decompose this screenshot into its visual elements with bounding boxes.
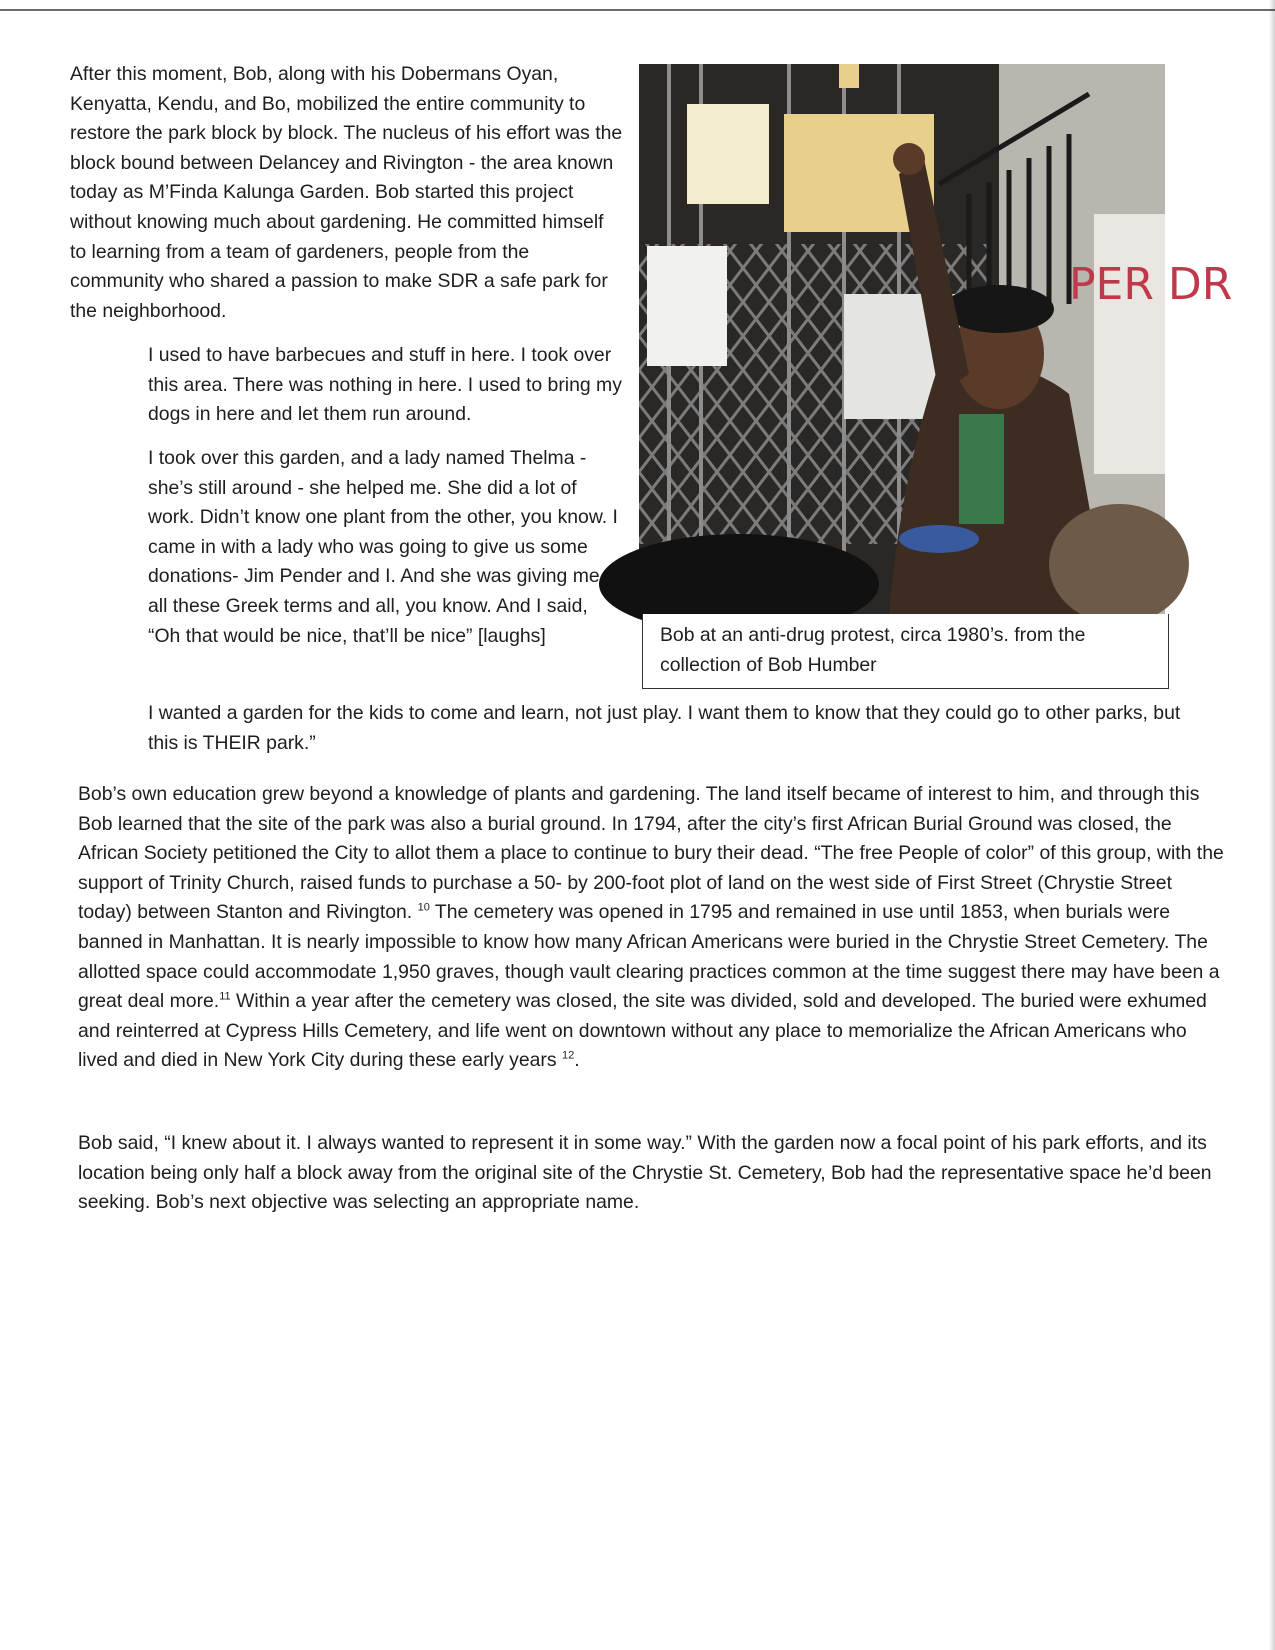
quote-paragraph-1: I used to have barbecues and stuff in here. I took over this area. There was nothing in here. I used to bring my dogs in here and let them run around. bbox=[148, 344, 622, 426]
closing-paragraph: Bob said, “I knew about it. I always wanted to represent it in some way.” With the garden now a focal point of his park efforts, and its location being only half a block away from the original site of the Chrystie St. Cemetery, Bob had the representative space he’d been seeking. Bob’s next objective was selecting an appropriate name. bbox=[78, 1132, 1212, 1214]
protest-photo bbox=[639, 64, 1233, 617]
footnote-10: 10 bbox=[417, 901, 430, 914]
quote-paragraph-3: I wanted a garden for the kids to come and learn, not just play. I want them to know that they could go to other parks, but this is THEIR park.” bbox=[148, 702, 1181, 754]
history-text-b: The cemetery was opened in 1795 and remained in use until 1853, when burials were banned in Manhattan. It is nearly impossible to know how many African Americans were buried in the Chrystie Street Cemetery. The allotted space could accommodate 1,950 graves, though vault clearing practices common at the time suggest there may have been a great deal more. bbox=[78, 901, 1220, 1013]
intro-paragraph: After this moment, Bob, along with his Dobermans Oyan, Kenyatta, Kendu, and Bo, mobilized the entire community to restore the park block by block. The nucleus of his effort was the block bound between Delancey and Rivington - the area known today as M’Finda Kalunga Garden. Bob started this project without knowing much about gardening. He committed himself to learning from a team of gardeners, people from the community who shared a passion to make SDR a safe park for the neighborhood. bbox=[70, 63, 623, 322]
sign-lettering: PER DR bbox=[1069, 259, 1233, 310]
quote-paragraph-2: I took over this garden, and a lady named Thelma - she’s still around - she helped me. She did a lot of work. Didn’t know one plant from the other, you know. I came in with a lady who was going to give us some donations- Jim Pender and I. And she was giving me all these Greek terms and all, you know. And I said, “Oh that would be nice, that’ll be nice” [laughs] bbox=[148, 447, 618, 647]
history-text-end: . bbox=[574, 1049, 580, 1072]
history-text-c: Within a year after the cemetery was closed, the site was divided, sold and developed. The buried were exhumed and reinterred at Cypress Hills Cemetery, and life went on downtown without any place to memorialize the African Americans who lived and died in New York City during these early years bbox=[78, 990, 1207, 1072]
photo-caption: Bob at an anti-drug protest, circa 1980’s. from the collection of Bob Humber bbox=[660, 624, 1086, 676]
history-paragraph bbox=[78, 780, 1228, 1076]
footnote-11: 11 bbox=[219, 990, 231, 1003]
page-edge-shadow bbox=[1269, 0, 1275, 1650]
photo-caption-box bbox=[642, 614, 1169, 689]
footnote-12: 12 bbox=[561, 1049, 575, 1062]
history-text-a: Bob’s own education grew beyond a knowledge of plants and gardening. The land itself became of interest to him, and through this Bob learned that the site of the park was also a burial ground. In 1794, after the city’s first African Burial Ground was closed, the African Society petitioned the City to allot them a place to continue to bury their dead. “The free People of color” of this group, with the support of Trinity Church, raised funds to purchase a 50- by 200-foot plot of land on the west side of First Street (Chrystie Street today) between Stanton and Rivington. bbox=[78, 783, 1224, 924]
top-rule bbox=[0, 9, 1275, 11]
